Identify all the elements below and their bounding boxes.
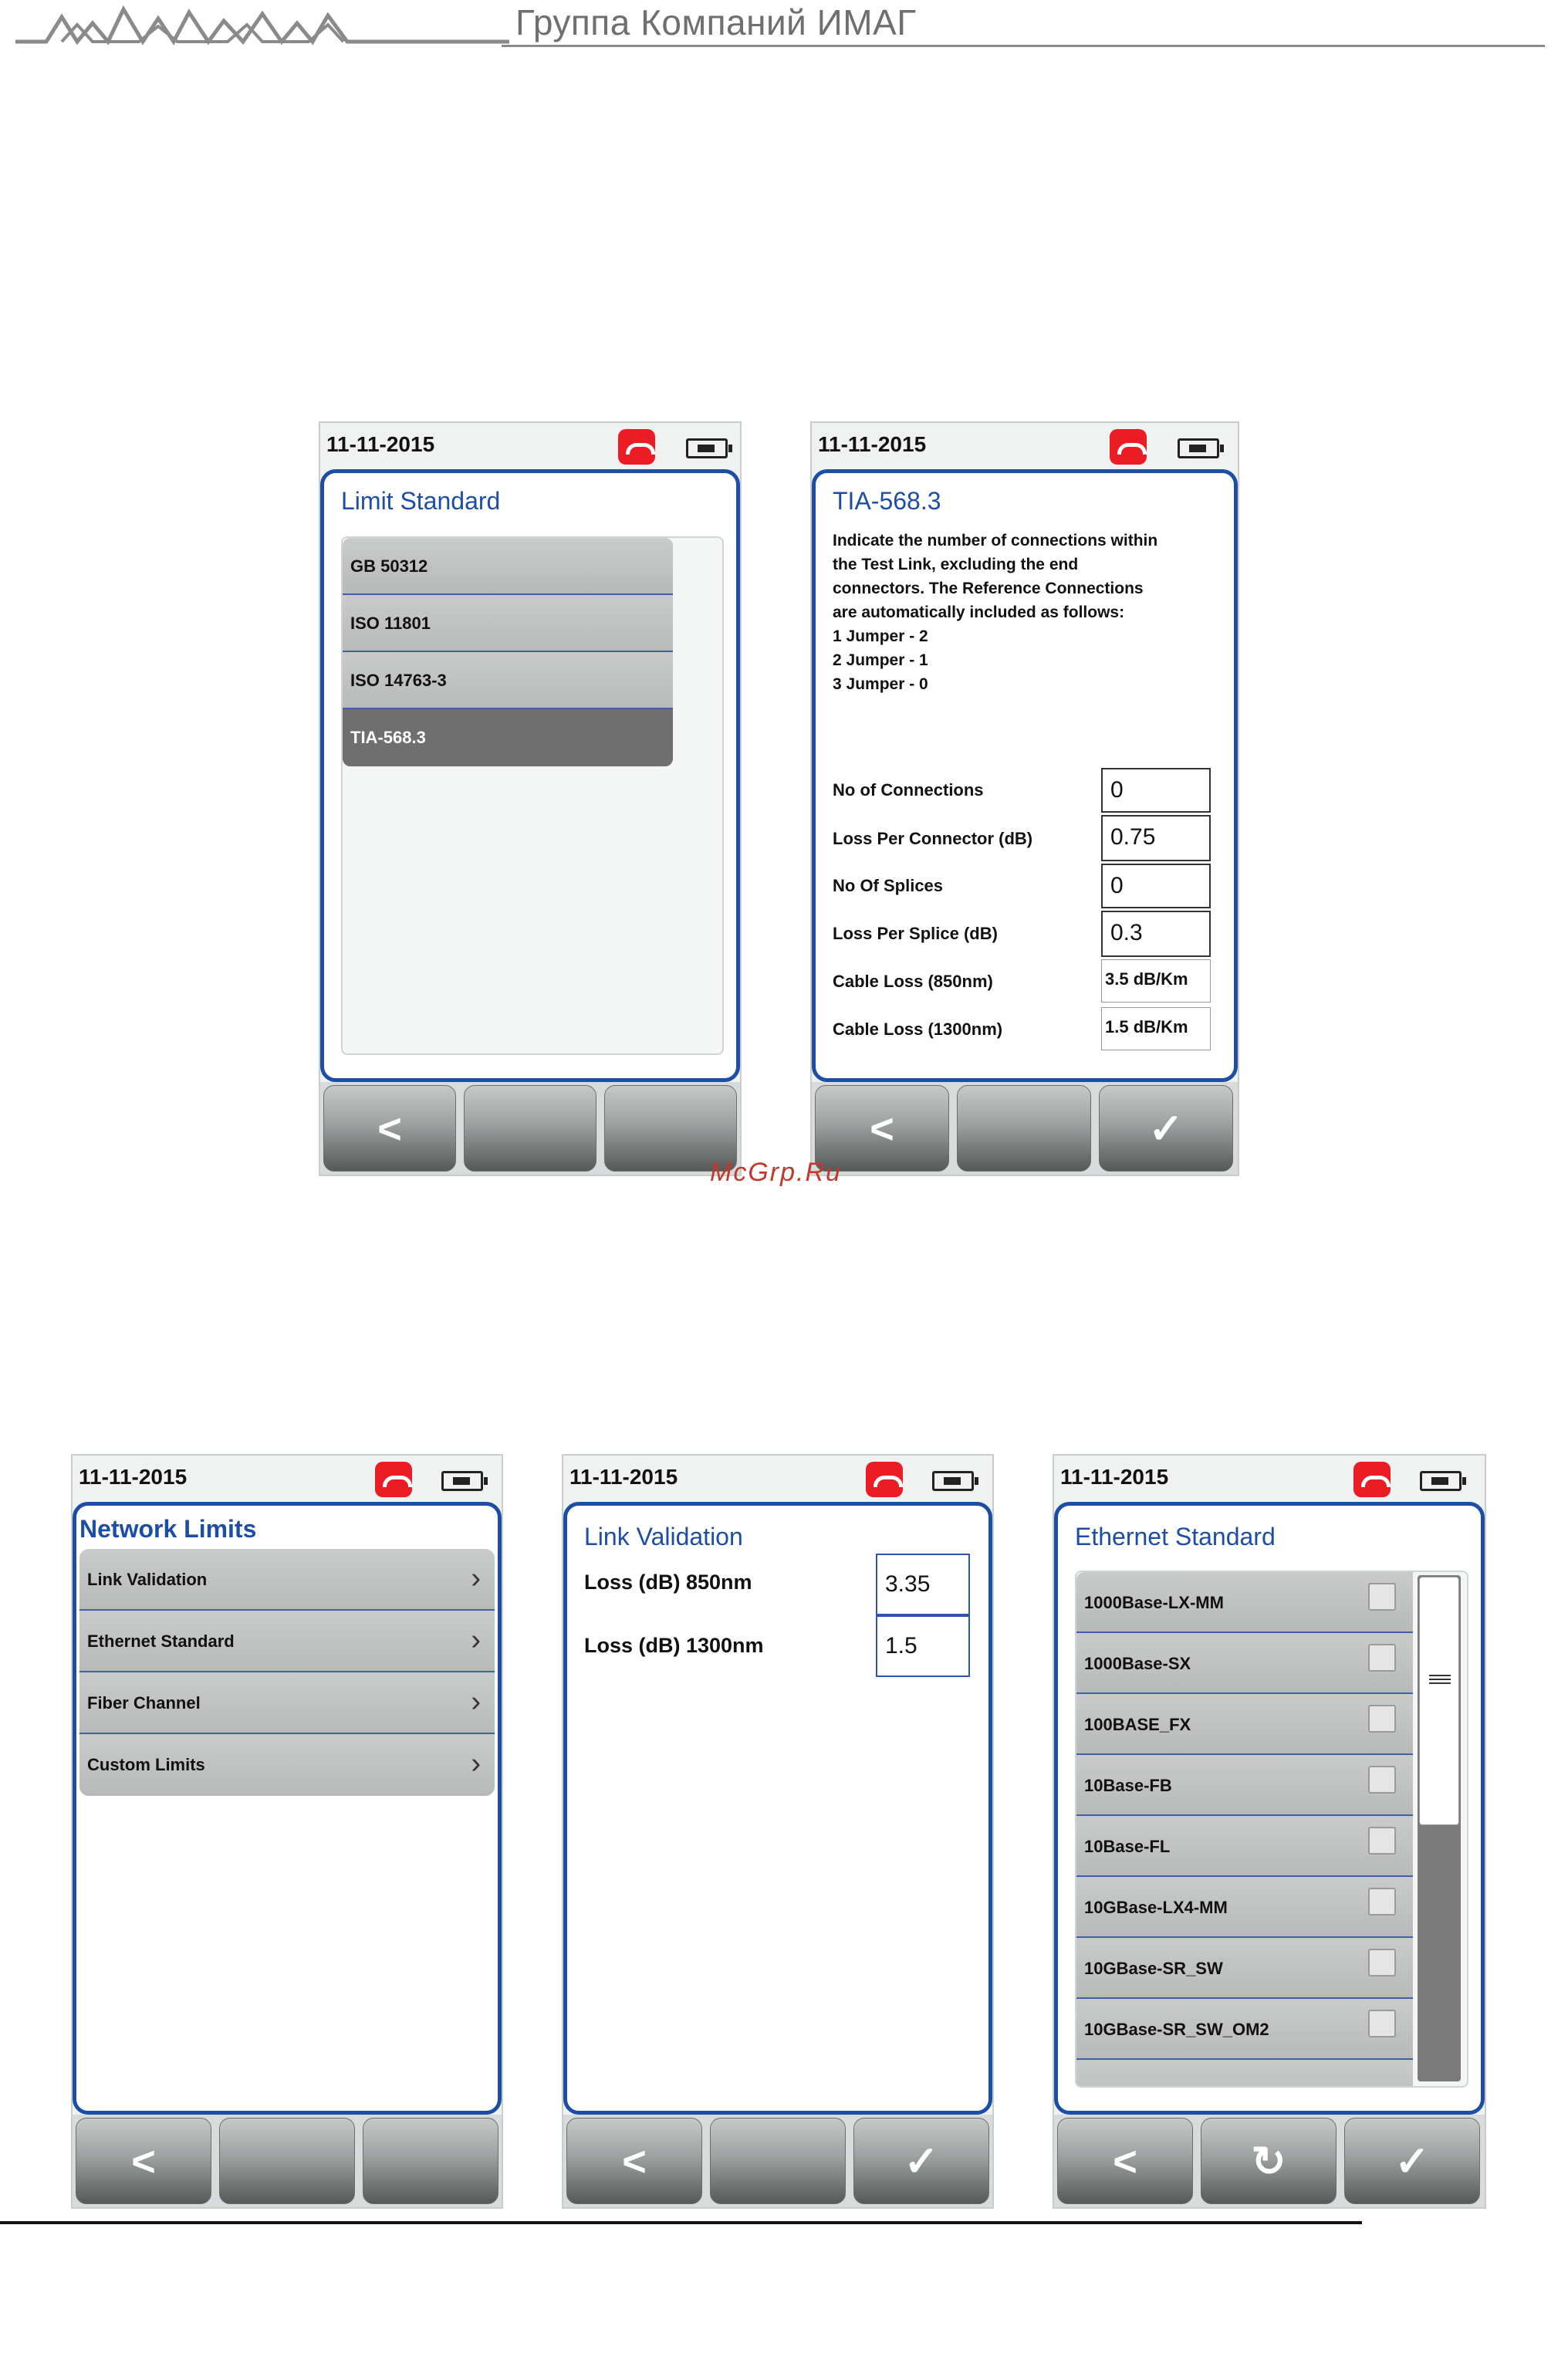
list-item-tia-568-3[interactable]: TIA-568.3 — [343, 709, 673, 766]
list-item-10gbase-lx4-mm[interactable]: 10GBase-LX4-MM — [1076, 1877, 1413, 1938]
status-bar — [1054, 1456, 1485, 1503]
chevron-right-icon: › — [471, 1747, 481, 1780]
loss-per-splice-label: Loss Per Splice (dB) — [833, 924, 998, 943]
back-button[interactable]: < — [566, 2118, 702, 2204]
limit-standard-panel — [320, 469, 740, 1082]
phone-hangup-icon[interactable] — [1110, 429, 1147, 465]
list-item-partial[interactable] — [1076, 2060, 1413, 2088]
date-label: 11-11-2015 — [79, 1465, 188, 1489]
company-name: Группа Компаний ИМАГ — [515, 2, 917, 42]
screen-tia-568-3 — [810, 421, 1239, 1176]
status-bar — [563, 1456, 992, 1503]
softkey-bar — [1054, 2115, 1485, 2207]
list-item-100base-fx[interactable]: 100BASE_FX — [1076, 1694, 1413, 1755]
company-logo — [15, 2, 509, 56]
link-validation-panel — [563, 1502, 992, 2115]
checkbox[interactable] — [1368, 1949, 1396, 1976]
battery-icon — [1420, 1471, 1462, 1491]
ethernet-standard-list — [1075, 1571, 1468, 2088]
limit-standard-list — [341, 536, 724, 1055]
splices-label: No Of Splices — [833, 876, 944, 895]
reset-button[interactable] — [1201, 2118, 1337, 2204]
confirm-button[interactable]: ✓ — [1344, 2118, 1480, 2204]
loss-per-splice-field[interactable]: 0.3 — [1101, 911, 1211, 957]
page-title: Ethernet Standard — [1075, 1523, 1276, 1550]
cable-loss-1300-value: 1.5 dB/Km — [1101, 1007, 1211, 1050]
list-item-10gbase-sr-sw-om2[interactable]: 10GBase-SR_SW_OM2 — [1076, 1999, 1413, 2060]
date-label: 11-11-2015 — [1060, 1465, 1169, 1489]
chevron-right-icon: › — [471, 1562, 481, 1594]
back-button[interactable]: < — [76, 2118, 211, 2204]
confirm-button[interactable]: ✓ — [853, 2118, 989, 2204]
phone-hangup-icon[interactable] — [618, 429, 655, 465]
status-bar — [812, 423, 1238, 471]
ethernet-standard-panel — [1054, 1502, 1485, 2115]
list-item-1000base-lx-mm[interactable]: 1000Base-LX-MM — [1076, 1572, 1413, 1633]
menu-item-fiber-channel[interactable]: Fiber Channel › — [79, 1672, 495, 1734]
softkey-middle-button[interactable] — [219, 2118, 355, 2204]
phone-hangup-icon[interactable] — [1353, 1462, 1391, 1497]
loss-per-connector-field[interactable]: 0.75 — [1101, 815, 1211, 861]
list-item-1000base-sx[interactable]: 1000Base-SX — [1076, 1633, 1413, 1694]
scrollbar-track[interactable] — [1418, 1575, 1461, 2081]
menu-item-link-validation[interactable]: Link Validation › — [79, 1549, 495, 1611]
softkey-middle-button[interactable] — [710, 2118, 846, 2204]
softkey-bar — [812, 1082, 1238, 1175]
battery-icon — [441, 1471, 483, 1491]
loss-per-connector-label: Loss Per Connector (dB) — [833, 829, 1033, 848]
battery-icon — [932, 1471, 974, 1491]
battery-icon — [686, 438, 728, 458]
loss-1300-label: Loss (dB) 1300nm — [584, 1634, 764, 1657]
splices-field[interactable]: 0 — [1101, 864, 1211, 908]
refresh-icon: ↻ — [1251, 2139, 1286, 2185]
softkey-bar — [73, 2115, 502, 2207]
checkbox[interactable] — [1368, 1766, 1396, 1794]
connections-label: No of Connections — [833, 780, 984, 800]
checkbox[interactable] — [1368, 1583, 1396, 1611]
tia-panel — [812, 469, 1238, 1082]
scrollbar-thumb[interactable] — [1419, 1577, 1459, 1825]
page-header — [0, 0, 1568, 69]
chevron-right-icon: › — [471, 1624, 481, 1656]
list-item-gb-50312[interactable]: GB 50312 — [343, 538, 673, 595]
list-item-10gbase-sr-sw[interactable]: 10GBase-SR_SW — [1076, 1938, 1413, 1999]
page-title: Link Validation — [584, 1523, 743, 1550]
status-bar — [320, 423, 740, 471]
list-item-iso-14763-3[interactable]: ISO 14763-3 — [343, 652, 673, 709]
screen-link-validation — [562, 1454, 994, 2209]
menu-item-ethernet-standard[interactable]: Ethernet Standard › — [79, 1611, 495, 1672]
date-label: 11-11-2015 — [569, 1465, 678, 1489]
footer-divider — [0, 2221, 1362, 2224]
screen-ethernet-standard — [1053, 1454, 1486, 2209]
screen-network-limits — [71, 1454, 503, 2209]
back-button[interactable]: < — [815, 1085, 949, 1172]
cable-loss-850-label: Cable Loss (850nm) — [833, 972, 993, 991]
network-limits-panel — [73, 1502, 502, 2115]
softkey-middle-button[interactable] — [957, 1085, 1091, 1172]
date-label: 11-11-2015 — [818, 432, 927, 456]
cable-loss-850-value: 3.5 dB/Km — [1101, 959, 1211, 1003]
checkbox[interactable] — [1368, 1705, 1396, 1733]
cable-loss-1300-label: Cable Loss (1300nm) — [833, 1020, 1003, 1039]
page-title: Limit Standard — [341, 487, 501, 515]
instructions-text: Indicate the number of connections within the Test Link, excluding the end connectors. The Reference Connections are automatically included as follows: 1 Jumper - 2 2 Jumper - 1 3 Jumper - 0 — [833, 532, 1158, 693]
list-item-iso-11801[interactable]: ISO 11801 — [343, 595, 673, 652]
menu-item-custom-limits[interactable]: Custom Limits › — [79, 1734, 495, 1796]
status-bar — [73, 1456, 502, 1503]
loss-850-label: Loss (dB) 850nm — [584, 1571, 752, 1594]
phone-hangup-icon[interactable] — [866, 1462, 903, 1497]
page-title: Network Limits — [79, 1515, 257, 1543]
checkbox[interactable] — [1368, 2010, 1396, 2037]
softkey-bar — [320, 1082, 740, 1175]
chevron-right-icon: › — [471, 1686, 481, 1718]
list-item-10base-fl[interactable]: 10Base-FL — [1076, 1816, 1413, 1877]
screen-limit-standard — [319, 421, 742, 1176]
back-button[interactable]: < — [323, 1085, 456, 1172]
list-item-10base-fb[interactable]: 10Base-FB — [1076, 1755, 1413, 1816]
softkey-right-button[interactable] — [363, 2118, 498, 2204]
connections-field[interactable]: 0 — [1101, 768, 1211, 813]
header-divider — [502, 45, 1545, 47]
page-title: TIA-568.3 — [833, 487, 941, 515]
softkey-bar — [563, 2115, 992, 2207]
softkey-middle-button[interactable] — [464, 1085, 596, 1172]
loss-850-field[interactable]: 3.35 — [876, 1554, 970, 1615]
confirm-button[interactable]: ✓ — [1099, 1085, 1233, 1172]
watermark: McGrp.Ru — [710, 1158, 842, 1187]
phone-hangup-icon[interactable] — [375, 1462, 412, 1497]
loss-1300-field[interactable]: 1.5 — [876, 1615, 970, 1677]
checkbox[interactable] — [1368, 1827, 1396, 1855]
scroll-grip-icon — [1429, 1675, 1451, 1684]
battery-icon — [1178, 438, 1219, 458]
back-button[interactable]: < — [1057, 2118, 1193, 2204]
checkbox[interactable] — [1368, 1644, 1396, 1672]
checkbox[interactable] — [1368, 1888, 1396, 1916]
date-label: 11-11-2015 — [326, 432, 435, 456]
